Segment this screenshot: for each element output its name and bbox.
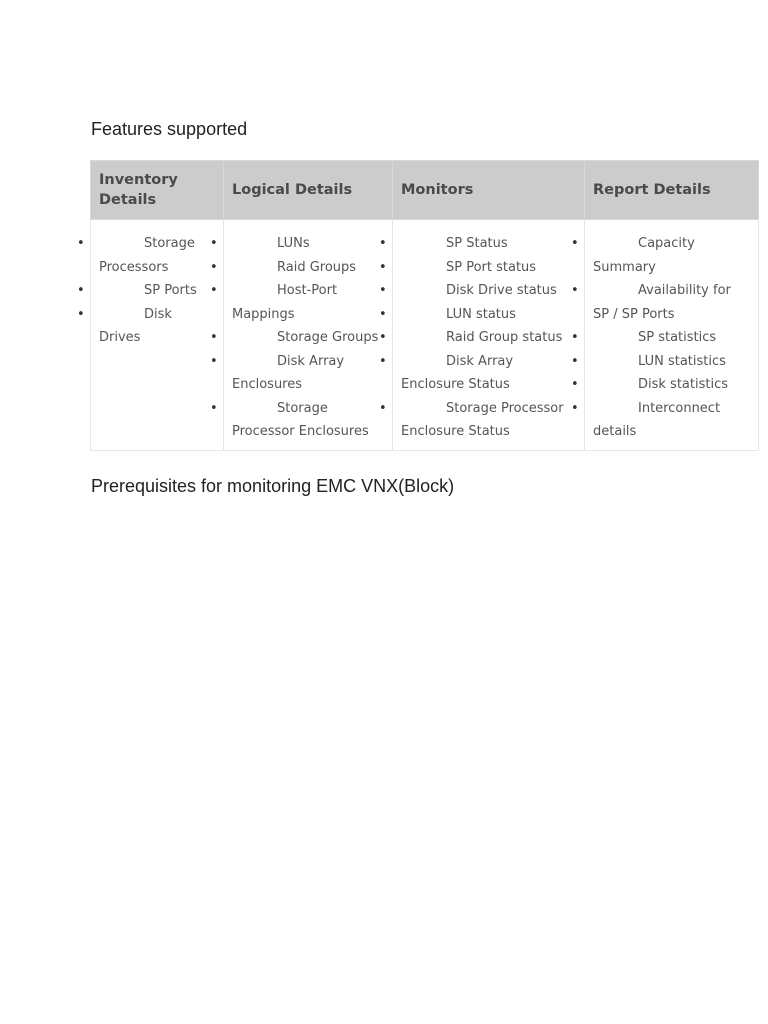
reports-list	[593, 232, 750, 444]
header-monitors: Monitors	[393, 161, 585, 220]
monitors-list	[401, 232, 576, 444]
report-details-cell	[585, 220, 759, 451]
prerequisites-heading: Prerequisites for monitoring EMC VNX(Block)	[91, 476, 455, 496]
list-item: • Host-Port Mappings	[232, 279, 384, 326]
list-item: • Disk Drive status	[401, 279, 576, 303]
header-inventory-details: Inventory Details	[91, 161, 224, 220]
inventory-details-cell	[91, 220, 224, 451]
list-item: • Raid Group status	[401, 326, 576, 350]
logical-details-cell	[224, 220, 393, 451]
list-item: • Storage Processors	[99, 232, 215, 279]
features-table	[90, 160, 759, 451]
table-header-row	[91, 161, 759, 220]
table-row	[91, 220, 759, 451]
list-item: • Disk statistics	[593, 373, 750, 397]
header-report-details: Report Details	[585, 161, 759, 220]
features-supported-heading: Features supported	[91, 119, 248, 139]
list-item: • Storage Processor Enclosures	[232, 397, 384, 444]
list-item: • SP Ports	[99, 279, 215, 303]
header-logical-details: Logical Details	[224, 161, 393, 220]
inventory-list	[99, 232, 215, 350]
logical-list	[232, 232, 384, 444]
list-item: • Availability for SP / SP Ports	[593, 279, 750, 326]
list-item: • Disk Drives	[99, 303, 215, 350]
list-item: • SP statistics	[593, 326, 750, 350]
list-item: • SP Port status	[401, 256, 576, 280]
list-item: • Capacity Summary	[593, 232, 750, 279]
list-item: • Storage Groups	[232, 326, 384, 350]
list-item: • SP Status	[401, 232, 576, 256]
list-item: • Raid Groups	[232, 256, 384, 280]
list-item: • LUNs	[232, 232, 384, 256]
list-item: • Storage Processor Enclosure Status	[401, 397, 576, 444]
list-item: • Interconnect details	[593, 397, 750, 444]
monitors-cell	[393, 220, 585, 451]
list-item: • LUN statistics	[593, 350, 750, 374]
list-item: • Disk Array Enclosure Status	[401, 350, 576, 397]
list-item: • LUN status	[401, 303, 576, 327]
list-item: • Disk Array Enclosures	[232, 350, 384, 397]
